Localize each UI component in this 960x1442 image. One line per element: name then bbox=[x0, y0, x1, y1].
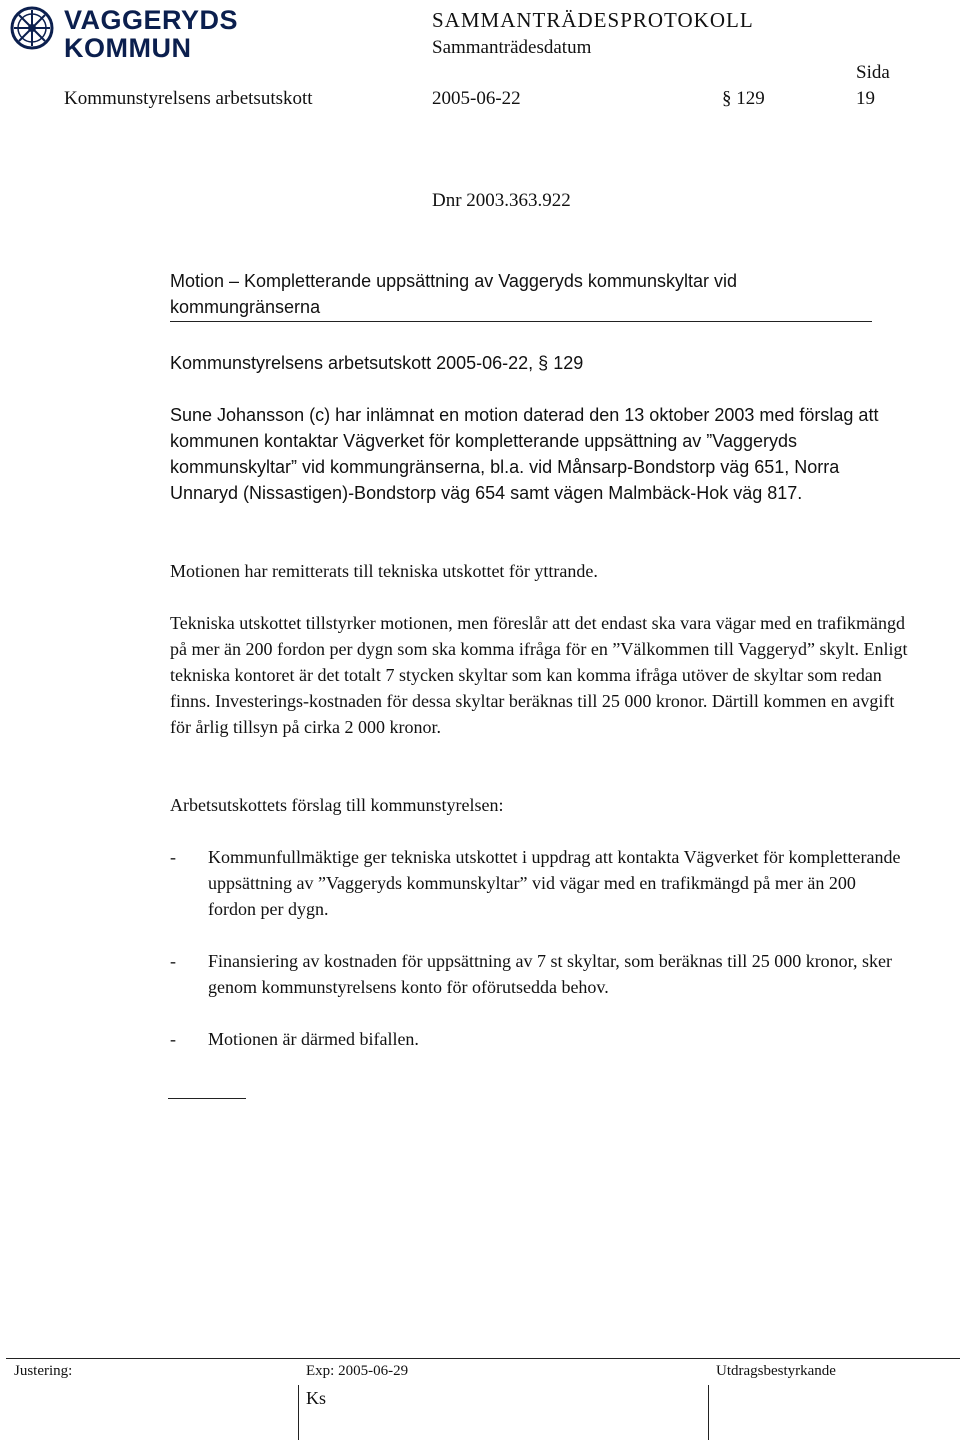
signature-divider bbox=[708, 1385, 709, 1440]
page-number: 19 bbox=[856, 88, 875, 109]
certification-label: Utdragsbestyrkande bbox=[716, 1363, 836, 1379]
referral-paragraph: Motionen har remitterats till tekniska utskottet för yttrande. bbox=[170, 561, 598, 581]
wheel-emblem-icon bbox=[10, 6, 54, 50]
proposal-heading: Arbetsutskottets förslag till kommunstyrelsen: bbox=[170, 795, 504, 815]
proposal-item-text: Motionen är därmed bifallen. bbox=[208, 1029, 419, 1049]
page-label: Sida bbox=[856, 62, 890, 83]
logo-wordmark bbox=[64, 6, 238, 62]
meeting-date-label: Sammanträdesdatum bbox=[432, 37, 592, 58]
committee-statement: Tekniska utskottet tillstyrker motionen, men föreslår att det endast ska vara vägar med en trafikmängd på mer än 200 fordon per dygn som ska komma ifråga för en ”Välkommen till Vaggeryd” skylt. Enligt tekniska kontoret är det totalt 7 stycken skyltar som kan komma ifråga utöver de skyltar som redan finns. Investerings-kostnaden för dessa skyltar beräknas till 25 000 kronor. Därtill kommen en avgift för årlig tillsyn på cirka 2 000 kronor. bbox=[170, 613, 908, 737]
proposal-item-text: Kommunfullmäktige ger tekniska utskottet i uppdrag att kontakta Vägverket för kompletterande uppsättning av ”Vaggeryds kommunskyltar” vid vägar med en trafikmängd på mer än 200 fordon per dygn. bbox=[208, 847, 901, 919]
municipality-logo bbox=[6, 2, 239, 66]
diary-number: Dnr 2003.363.922 bbox=[432, 190, 571, 211]
expedition-initials: Ks bbox=[306, 1388, 327, 1408]
motion-summary: Sune Johansson (c) har inlämnat en motion daterad den 13 oktober 2003 med förslag att kommunen kontaktar Vägverket för kompletterande uppsättning av ”Vaggeryds kommunskyltar” vid kommungränserna, bl.a. vid Månsarp-Bondstorp väg 651, Norra Unnaryd (Nissastigen)-Bondstorp väg 654 samt vägen Malmbäck-Hok väg 817. bbox=[170, 405, 879, 503]
justering-label: Justering: bbox=[14, 1363, 73, 1379]
title-underline bbox=[170, 321, 872, 322]
bullet-dash: - bbox=[170, 951, 176, 971]
bullet-dash: - bbox=[170, 1029, 176, 1049]
committee-name: Kommunstyrelsens arbetsutskott bbox=[64, 88, 313, 109]
logo-line-1: VAGGERYDS bbox=[64, 5, 239, 35]
proposal-item-text: Finansiering av kostnaden för uppsättning av 7 st skyltar, som beräknas till 25 000 kronor, sker genom kommunstyrelsens konto för oförutsedda behov. bbox=[208, 951, 892, 997]
logo-line-2: KOMMUN bbox=[64, 33, 192, 63]
motion-title: Motion – Kompletterande uppsättning av Vaggeryds kommunskyltar vid kommungränserna bbox=[170, 271, 737, 317]
footer-rule bbox=[6, 1358, 960, 1359]
meeting-date: 2005-06-22 bbox=[432, 88, 521, 109]
expedition-label: Exp: 2005-06-29 bbox=[306, 1363, 409, 1379]
reference-line: Kommunstyrelsens arbetsutskott 2005-06-22, § 129 bbox=[170, 353, 584, 373]
paragraph-number: § 129 bbox=[722, 88, 765, 109]
document-type: SAMMANTRÄDESPROTOKOLL bbox=[432, 8, 754, 32]
bullet-dash: - bbox=[170, 847, 176, 867]
signature-divider bbox=[298, 1385, 299, 1440]
end-of-section-line bbox=[168, 1098, 246, 1099]
